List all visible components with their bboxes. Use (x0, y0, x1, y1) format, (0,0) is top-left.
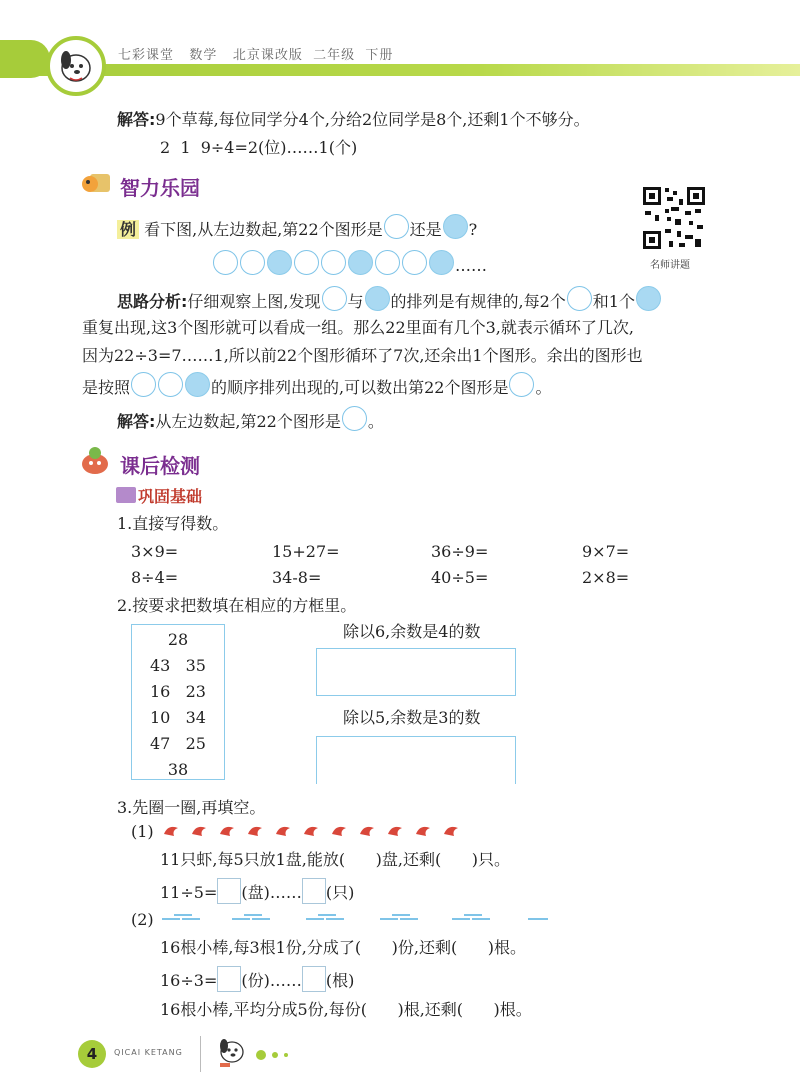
equation-text: (根) (325, 971, 355, 990)
book-icon (116, 487, 136, 503)
q1-cell: 40÷5= (431, 568, 489, 587)
series-name: 七彩课堂 (118, 48, 175, 63)
filled-circle-icon (348, 250, 373, 275)
section-zhili-title: 智力乐园 (120, 176, 200, 200)
empty-circle-icon (294, 250, 319, 275)
answer-tail: 。 (367, 412, 384, 431)
empty-circle-icon (384, 214, 409, 239)
answer-2 (117, 406, 384, 434)
remainder-box[interactable] (302, 966, 326, 992)
example-text: 看下图,从左边数起,第22个图形是 (144, 220, 383, 239)
q1-cell: 9×7= (582, 542, 630, 561)
answer-box-1[interactable] (316, 648, 516, 696)
analysis-line-3: 因为22÷3=7……1,所以前22个图形循环了7次,还余出1个图形。余出的图形也 (82, 346, 643, 365)
header-title (118, 44, 393, 63)
equation-text: (只) (325, 883, 355, 902)
analysis-text: 是按照 (82, 378, 131, 397)
q3-part2-equation (160, 966, 354, 993)
empty-circle-icon (213, 250, 238, 275)
q3-part2-line3: 16根小棒,平均分成5份,每份( )根,还剩( )根。 (160, 1000, 532, 1019)
grade-name: 二年级 (313, 48, 356, 63)
remainder-box[interactable] (302, 878, 326, 904)
example-text-or: 还是 (409, 220, 442, 239)
q1-cell: 8÷4= (131, 568, 179, 587)
analysis-label: 思路分析: (117, 292, 188, 311)
footer-dog-icon (212, 1030, 252, 1070)
equation-text: (盘)…… (241, 883, 302, 902)
q3-part1-line1: 11只虾,每5只放1盘,能放( )盘,还剩( )只。 (160, 850, 510, 869)
footer-divider (200, 1036, 201, 1072)
box2-label: 除以5,余数是3的数 (343, 708, 481, 727)
number-row: 16 23 (150, 682, 206, 701)
footer-brand: QICAI KETANG (114, 1048, 183, 1057)
equation-text: 11÷5= (160, 883, 218, 902)
box1-label: 除以6,余数是4的数 (343, 622, 481, 641)
page-number: 4 (86, 1045, 98, 1063)
subsection-gonggu: 巩固基础 (138, 487, 203, 506)
quotient-box[interactable] (217, 966, 241, 992)
analysis-line-4 (82, 372, 551, 400)
equation-text: 16÷3= (160, 971, 218, 990)
empty-circle-icon (509, 372, 534, 397)
empty-circle-icon (375, 250, 400, 275)
answer-1-line2: 2 1 9÷4=2(位)……1(个) (160, 138, 358, 157)
footer-dot-large (256, 1050, 266, 1060)
filled-circle-icon (185, 372, 210, 397)
empty-circle-icon (240, 250, 265, 275)
answer-label: 解答: (117, 110, 156, 129)
footer-dot-small (284, 1053, 288, 1057)
filled-circle-icon (636, 286, 661, 311)
q2-title: 2.按要求把数填在相应的方框里。 (117, 596, 357, 615)
edition-name: 北京课改版 (232, 48, 303, 63)
filled-circle-icon (429, 250, 454, 275)
q3-part1-tag: (1) (131, 822, 154, 841)
empty-circle-icon (158, 372, 183, 397)
number-row: 38 (167, 760, 189, 779)
filled-circle-icon (443, 214, 468, 239)
empty-circle-icon (567, 286, 592, 311)
q1-title: 1.直接写得数。 (117, 514, 229, 533)
circle-sequence (212, 250, 487, 278)
number-box (131, 624, 225, 780)
number-row: 43 35 (150, 656, 206, 675)
analysis-text: 与 (347, 292, 364, 311)
footer-dot-medium (272, 1052, 278, 1058)
analysis-text: 的排列是有规律的,每2个 (390, 292, 566, 311)
q1-cell: 36÷9= (431, 542, 489, 561)
filled-circle-icon (365, 286, 390, 311)
example-tag: 例 (117, 220, 139, 239)
filled-circle-icon (267, 250, 292, 275)
q1-cell: 34-8= (272, 568, 322, 587)
number-row: 47 25 (150, 734, 206, 753)
empty-circle-icon (131, 372, 156, 397)
q1-cell: 15+27= (272, 542, 340, 561)
analysis-text: 和1个 (592, 292, 635, 311)
page-number-badge (78, 1040, 106, 1068)
stick-row (160, 910, 560, 928)
volume-name: 下册 (365, 48, 394, 63)
answer-text: 9个草莓,每位同学分4个,分给2位同学是8个,还剩1个不够分。 (155, 110, 590, 129)
quotient-box[interactable] (217, 878, 241, 904)
header-bar (0, 64, 800, 76)
example-line (117, 214, 477, 242)
empty-circle-icon (322, 286, 347, 311)
q3-part2-line1: 16根小棒,每3根1份,分成了( )份,还剩( )根。 (160, 938, 526, 957)
empty-circle-icon (342, 406, 367, 431)
section-kehou-title: 课后检测 (120, 454, 200, 478)
qr-code[interactable] (641, 185, 707, 251)
analysis-line-2: 重复出现,这3个图形就可以看成一组。那么22里面有几个3,就表示循环了几次, (82, 318, 634, 337)
analysis-text: 仔细观察上图,发现 (187, 292, 321, 311)
answer-text: 从左边数起,第22个图形是 (155, 412, 341, 431)
answer-label: 解答: (117, 412, 156, 431)
empty-circle-icon (402, 250, 427, 275)
analysis-text: 的顺序排列出现的,可以数出第22个图形是 (211, 378, 509, 397)
subject-name: 数学 (189, 48, 218, 63)
q1-cell: 2×8= (582, 568, 630, 587)
q1-cell: 3×9= (131, 542, 179, 561)
number-row: 28 (167, 630, 189, 649)
qr-caption: 名师讲题 (650, 260, 690, 271)
q3-part1-equation (160, 878, 354, 905)
section-zhili-icon (80, 168, 112, 196)
shrimp-row (160, 822, 466, 840)
analysis-text: 。 (535, 378, 552, 397)
analysis-line-1 (117, 286, 662, 314)
sequence-ellipsis: …… (455, 256, 487, 275)
answer-1 (117, 108, 590, 132)
empty-circle-icon (321, 250, 346, 275)
header-left-block (0, 40, 50, 78)
mascot-dog-icon (46, 36, 106, 96)
section-kehou-icon (78, 444, 112, 476)
example-question-mark: ? (468, 220, 478, 239)
equation-text: (份)…… (241, 971, 302, 990)
number-row: 10 34 (150, 708, 206, 727)
q3-part2-tag: (2) (131, 910, 154, 929)
answer-box-2[interactable] (316, 736, 516, 784)
q3-title: 3.先圈一圈,再填空。 (117, 798, 266, 817)
